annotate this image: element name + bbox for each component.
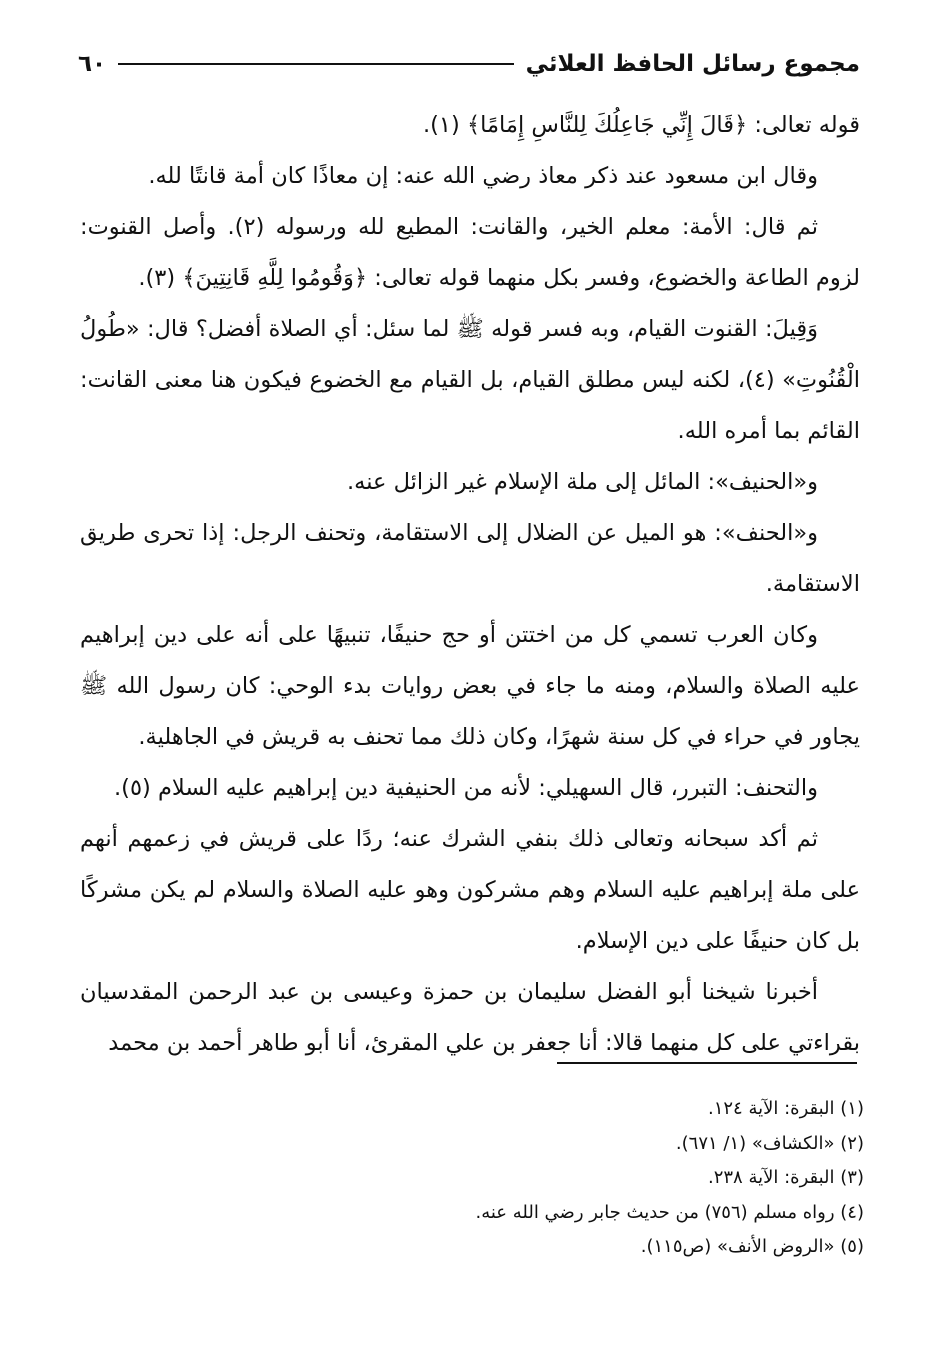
main-text: [80, 100, 860, 1069]
footnotes: [264, 1092, 864, 1265]
paragraph: و«الحنيف»: المائل إلى ملة الإسلام غير الزائل عنه.: [346, 469, 818, 495]
footnote: (٤) رواه مسلم (٧٥٦) من حديث جابر رضي الله عنه.: [475, 1201, 864, 1223]
header-rule: [118, 63, 514, 65]
paragraph: والتحنف: التبرر، قال السهيلي: لأنه من الحنيفية دين إبراهيم عليه السلام (٥).: [114, 775, 818, 801]
paragraph: ثم أكد سبحانه وتعالى ذلك بنفي الشرك عنه؛ ردًا على قريش في زعمهم أنهم على ملة إبراهيم عليه السلام وهم مشركون وهو عليه الصلاة والسلام لم يكن مشركًا بل كان حنيفًا على دين الإسلام.: [80, 826, 860, 954]
paragraph: قوله تعالى: ﴿قَالَ إِنِّي جَاعِلُكَ لِلنَّاسِ إِمَامًا﴾ (١).: [422, 112, 860, 138]
footnote: (٥) «الروض الأنف» (ص١١٥).: [640, 1236, 864, 1258]
footnote-separator: [557, 1062, 857, 1064]
running-header: [78, 44, 860, 84]
paragraph: و«الحنف»: هو الميل عن الضلال إلى الاستقامة، وتحنف الرجل: إذا تحرى طريق الاستقامة.: [80, 520, 860, 597]
footnote: (٢) «الكشاف» (١/ ٦٧١).: [675, 1132, 864, 1154]
footnote: (٣) البقرة: الآية ٢٣٨.: [707, 1167, 864, 1189]
book-title: مجموع رسائل الحافظ العلائي: [525, 51, 860, 77]
paragraph: أخبرنا شيخنا أبو الفضل سليمان بن حمزة وعيسى بن عبد الرحمن المقدسيان بقراءتي على كل منهما قالا: أنا جعفر بن علي المقرئ، أنا أبو طاهر أحمد بن محمد: [80, 979, 860, 1056]
footnote: (١) البقرة: الآية ١٢٤.: [707, 1098, 864, 1119]
paragraph: وَقِيلَ: القنوت القيام، وبه فسر قوله ﷺ لما سئل: أي الصلاة أفضل؟ قال: «طُولُ الْقُنُوتِ» (٤)، لكنه ليس مطلق القيام، بل القيام مع الخضوع فيكون هنا معنى القانت: القائم بما أمره الله.: [80, 316, 860, 444]
paragraph: وقال ابن مسعود عند ذكر معاذ رضي الله عنه: إن معاذًا كان أمة قانتًا لله.: [148, 163, 818, 189]
page-number: ٦٠: [78, 51, 107, 77]
paragraph: ثم قال: الأمة: معلم الخير، والقانت: المطيع لله ورسوله (٢). وأصل القنوت: لزوم الطاعة والخضوع، وفسر بكل منهما قوله تعالى: ﴿وَقُومُوا لِلَّهِ قَانِتِينَ﴾ (٣).: [80, 214, 860, 291]
paragraph: وكان العرب تسمي كل من اختتن أو حج حنيفًا، تنبيهًا على أنه على دين إبراهيم عليه الصلاة والسلام، ومنه ما جاء في بعض روايات بدء الوحي: كان رسول الله ﷺ يجاور في حراء في كل سنة شهرًا، وكان ذلك مما تحنف به قريش في الجاهلية.: [80, 622, 860, 750]
